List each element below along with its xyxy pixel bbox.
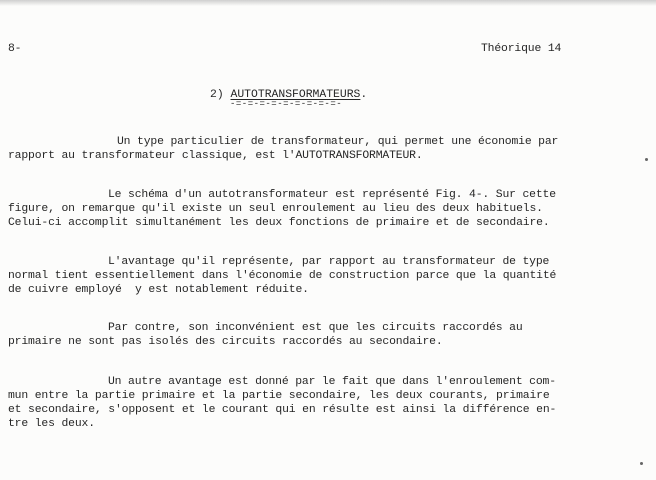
paragraph-line: Par contre, son inconvénient est que les circuits raccordés au <box>108 322 523 334</box>
scan-edge-shadow <box>0 0 656 6</box>
heading-title: AUTOTRANSFORMATEURS <box>230 89 361 101</box>
paragraph-line: Un autre avantage est donné par le fait que dans l'enroulement com- <box>108 376 556 388</box>
paragraph-line: et secondaire, s'opposent et le courant qui en résulte est ainsi la différence en- <box>8 404 557 416</box>
scan-speck <box>645 158 648 161</box>
paragraph-line: Le schéma d'un autotransformateur est représenté Fig. 4-. Sur cette <box>108 189 556 201</box>
paragraph-line: Celui-ci accomplit simultanément les deux fonctions de primaire et de secondaire. <box>8 217 550 229</box>
heading-ornament: -=-=-=-=-=-=-=-=-=- <box>230 99 343 109</box>
paragraph-line: primaire ne sont pas isolés des circuits raccordés au secondaire. <box>8 336 443 348</box>
paragraph-line: rapport au transformateur classique, est l'AUTOTRANSFORMATEUR. <box>8 150 423 162</box>
paragraph-line: L'avantage qu'il représente, par rapport au transformateur de type <box>108 256 550 268</box>
section-label: Théorique 14 <box>481 43 562 55</box>
paragraph-line: normal tient essentiellement dans l'économie de construction parce que la quantité <box>8 270 557 282</box>
paragraph-line: mun entre la partie primaire et la partie secondaire, les deux courants, primaire <box>8 390 550 402</box>
page-number: 8- <box>8 43 22 55</box>
paragraph-line: Un type particulier de transformateur, qui permet une économie par <box>117 136 559 148</box>
scan-speck <box>640 462 643 465</box>
heading-trailing: . <box>360 89 368 101</box>
paragraph-line: tre les deux. <box>8 418 95 430</box>
heading-number: 2) <box>210 89 224 101</box>
paragraph-line: figure, on remarque qu'il existe un seul enroulement au lieu des deux habituels. <box>8 203 543 215</box>
paragraph-line: de cuivre employé y est notablement réduite. <box>8 284 309 296</box>
